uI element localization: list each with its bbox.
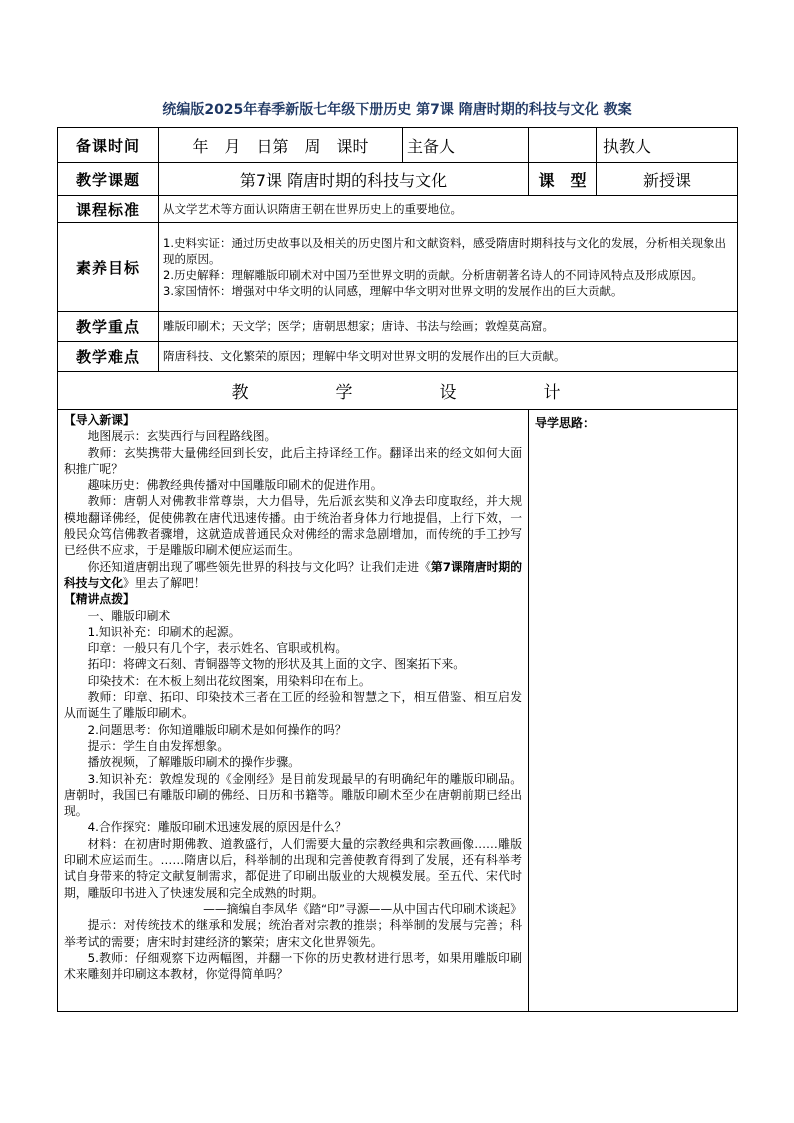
row-curriculum-standard xyxy=(58,196,738,223)
paragraph: 提示：对传统技术的继承和发展；统治者对宗教的推崇；科举制的发展与完善；科举考试的需要；唐宋时封建经济的繁荣；唐宋文化世界领先。 xyxy=(64,918,523,949)
paragraph: 教师：玄奘携带大量佛经回到长安，此后主持译经工作。翻译出来的经文如何大面积推广呢？ xyxy=(64,445,523,476)
paragraph: 教师：印章、拓印、印染技术三者在工匠的经验和智慧之下，相互借鉴、相互启发从而诞生了雕版印刷术。 xyxy=(64,690,523,721)
row-topic xyxy=(58,163,738,196)
prep-date-fields: 年 月 日第 周 课时 xyxy=(159,128,403,163)
paragraph: 5.教师：仔细观察下边两幅图，并翻一下你的历史教材进行思考，如果用雕版印刷术来雕刻并印刷这本教材，你觉得简单吗？ xyxy=(64,950,523,982)
goal-item: 1.史料实证：通过历史故事以及相关的历史图片和文献资料，感受隋唐时期科技与文化的发展，分析相关现象出现的原因。 xyxy=(163,236,726,266)
paragraph: 2.问题思考：你知道雕版印刷术是如何操作的吗？ xyxy=(87,722,347,737)
paragraph: 你还知道唐朝出现了哪些领先世界的科技与文化吗？让我们走进《第7课隋唐时期的科技与文化》里去了解吧！ xyxy=(64,559,523,590)
topic-label: 教学课题 xyxy=(58,163,159,196)
prep-time-label: 备课时间 xyxy=(58,128,159,163)
preparer-value xyxy=(529,128,597,163)
preparer-label: 主备人 xyxy=(403,128,529,163)
goal-item: 3.家国情怀：增强对中华文明的认同感，理解中华文明对世界文明的发展作出的巨大贡献。 xyxy=(163,284,623,298)
lesson-title-emphasis: 第7课隋唐时期的科技与文化 xyxy=(64,559,523,590)
paragraph: 一、雕版印刷术 xyxy=(87,608,171,623)
source-citation: ——摘编自李凤华《踏“印”寻源——从中国古代印刷术谈起》 xyxy=(203,901,523,916)
lesson-plan-table xyxy=(57,127,738,1012)
section-heading: 【导入新课】 xyxy=(64,413,135,427)
row-design-body xyxy=(58,410,738,1012)
paragraph: 印染技术：在木板上刻出花纹图案，用染料印在布上。 xyxy=(87,673,371,688)
lesson-type-value: 新授课 xyxy=(597,163,738,196)
paragraph: 拓印：将碑文石刻、青铜器等文物的形状及其上面的文字、图案拓下来。 xyxy=(87,657,466,672)
paragraph: 教师：唐朝人对佛教非常尊崇，大力倡导，先后派玄奘和义净去印度取经，并大规模地翻译佛经，促使佛教在唐代迅速传播。由于统治者身体力行地提倡，上行下效，一般民众笃信佛教者骤增，这就造成普通民众对佛经的需求急剧增加，而传统的手工抄写已经供不应求，于是雕版印刷术便应运而生。 xyxy=(64,494,523,558)
paragraph: 4.合作探究：雕版印刷术迅速发展的原因是什么？ xyxy=(87,820,347,835)
section-heading: 【精讲点拨】 xyxy=(64,592,135,607)
key-points-text: 雕版印刷术；天文学；医学；唐朝思想家；唐诗、书法与绘画；敦煌莫高窟。 xyxy=(159,312,738,342)
row-difficulties xyxy=(58,342,738,372)
teaching-process xyxy=(58,410,529,1012)
paragraph: 提示：学生自由发挥想象。 xyxy=(87,738,230,753)
row-prep-time xyxy=(58,128,738,163)
topic-value: 第7课 隋唐时期的科技与文化 xyxy=(159,163,529,196)
guidance-notes: 导学思路： xyxy=(529,410,738,1012)
goals-list xyxy=(159,223,738,312)
teacher-label: 执教人 xyxy=(597,128,738,163)
document-title: 统编版2025年春季新版七年级下册历史 第7课 隋唐时期的科技与文化 教案 xyxy=(162,102,632,118)
key-points-label: 教学重点 xyxy=(58,312,159,342)
goals-label: 素养目标 xyxy=(58,223,159,312)
goal-item: 2.历史解释：理解雕版印刷术对中国乃至世界文明的贡献。分析唐朝著名诗人的不同诗风特点及形成原因。 xyxy=(163,268,703,282)
paragraph: 播放视频，了解雕版印刷术的操作步骤。 xyxy=(87,755,300,770)
lesson-type-label: 课 型 xyxy=(529,163,597,196)
row-literacy-goals xyxy=(58,223,738,312)
row-design-header xyxy=(58,372,738,410)
paragraph: 地图展示：玄奘西行与回程路线图。 xyxy=(87,429,277,444)
paragraph: 材料：在初唐时期佛教、道教盛行，人们需要大量的宗教经典和宗教画像……雕版印刷术应运而生。……隋唐以后，科举制的出现和完善使教育得到了发展，还有科举考试自身带来的特定文献复制需求，都促进了印刷出版业的大规模发展。至五代、宋代时期，雕版印书进入了快速发展和完全成熟的时期。 xyxy=(64,836,523,900)
curriculum-label: 课程标准 xyxy=(58,196,159,223)
row-key-points xyxy=(58,312,738,342)
paragraph: 1.知识补充：印刷术的起源。 xyxy=(87,624,241,639)
paragraph: 趣味历史：佛教经典传播对中国雕版印刷术的促进作用。 xyxy=(87,478,383,493)
teaching-design-header: 教 学 设 计 xyxy=(58,372,738,410)
difficulties-text: 隋唐科技、文化繁荣的原因；理解中华文明对世界文明的发展作出的巨大贡献。 xyxy=(159,342,738,372)
paragraph: 3.知识补充：敦煌发现的《金刚经》是目前发现最早的有明确纪年的雕版印刷品。唐朝时，我国已有雕版印刷的佛经、日历和书籍等。雕版印刷术至少在唐朝前期已经出现。 xyxy=(64,771,523,819)
paragraph: 印章：一般只有几个字，表示姓名、官职或机构。 xyxy=(87,641,348,656)
difficulties-label: 教学难点 xyxy=(58,342,159,372)
curriculum-text: 从文学艺术等方面认识隋唐王朝在世界历史上的重要地位。 xyxy=(159,196,738,223)
